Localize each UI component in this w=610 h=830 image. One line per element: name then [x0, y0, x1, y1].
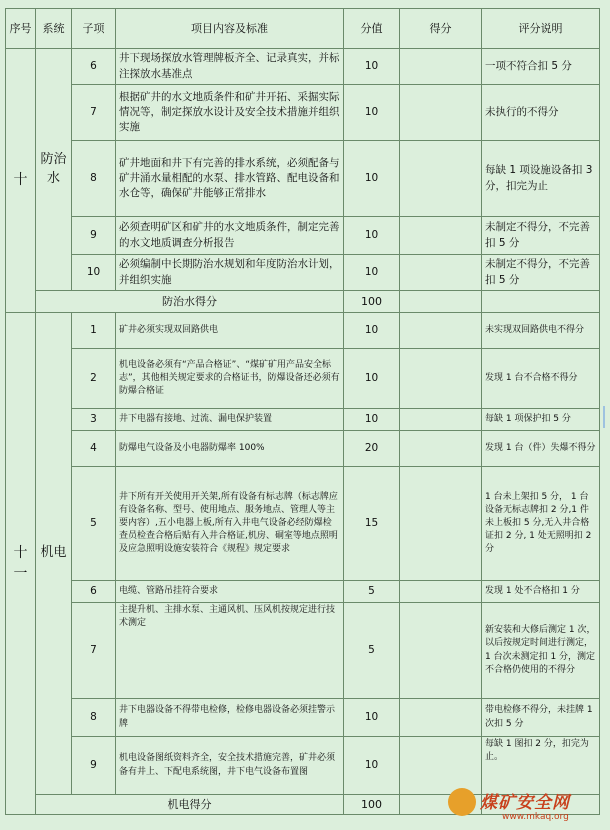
header-score: 分值 [344, 9, 400, 49]
header-content: 项目内容及标准 [116, 9, 344, 49]
table-row [6, 49, 600, 85]
item-content: 防爆电气设备及小电器防爆率 100% [116, 431, 344, 467]
item-content: 井下现场探放水管理牌板齐全、记录真实，并标注探放水基准点 [116, 49, 344, 85]
item-score: 10 [344, 349, 400, 409]
item-score: 10 [344, 141, 400, 217]
table-row [6, 699, 600, 737]
item-number: 8 [72, 699, 116, 737]
item-content: 主提升机、主排水泵、主通风机、压风机按规定进行技术测定 [116, 603, 344, 699]
item-note: 一项不符合扣 5 分 [482, 49, 600, 85]
page-edge-marker [603, 406, 609, 428]
item-got[interactable] [400, 49, 482, 85]
item-note: 每缺 1 项保护扣 5 分 [482, 409, 600, 431]
item-note: 未制定不得分，不完善扣 5 分 [482, 217, 600, 255]
item-content: 矿井必须实现双回路供电 [116, 313, 344, 349]
table-row [6, 409, 600, 431]
item-score: 5 [344, 603, 400, 699]
item-note: 发现 1 台（件）失爆不得分 [482, 431, 600, 467]
header-system: 系统 [36, 9, 72, 49]
table-row [6, 255, 600, 291]
item-score: 5 [344, 581, 400, 603]
item-score: 10 [344, 737, 400, 795]
subtotal-score: 100 [344, 291, 400, 313]
item-note: 发现 1 处不合格扣 1 分 [482, 581, 600, 603]
system-name: 防治水 [36, 49, 72, 291]
item-content: 必须编制中长期防治水规划和年度防治水计划，并组织实施 [116, 255, 344, 291]
item-content: 井下电器设备不得带电检修，检修电器设备必须挂警示牌 [116, 699, 344, 737]
item-got[interactable] [400, 255, 482, 291]
item-number: 7 [72, 603, 116, 699]
item-score: 10 [344, 255, 400, 291]
item-number: 10 [72, 255, 116, 291]
item-note: 未实现双回路供电不得分 [482, 313, 600, 349]
scoring-table [5, 8, 600, 815]
item-note: 新安装和大修后测定 1 次，以后按规定时间进行测定，1 台次未测定扣 1 分，测定不合格仍使用的不得分 [482, 603, 600, 699]
table-row [6, 349, 600, 409]
item-score: 20 [344, 431, 400, 467]
subtotal-label: 机电得分 [36, 795, 344, 815]
item-score: 10 [344, 217, 400, 255]
item-got[interactable] [400, 467, 482, 581]
subtotal-got [400, 291, 482, 313]
item-score: 10 [344, 49, 400, 85]
header-row [6, 9, 600, 49]
item-note: 每缺 1 项设施设备扣 3 分，扣完为止 [482, 141, 600, 217]
item-number: 2 [72, 349, 116, 409]
item-number: 9 [72, 217, 116, 255]
header-note: 评分说明 [482, 9, 600, 49]
item-note: 未制定不得分，不完善扣 5 分 [482, 255, 600, 291]
item-got[interactable] [400, 581, 482, 603]
table-row [6, 603, 600, 699]
item-got[interactable] [400, 313, 482, 349]
system-name: 机电 [36, 313, 72, 795]
table-row [6, 85, 600, 141]
item-got[interactable] [400, 85, 482, 141]
item-note: 发现 1 台不合格不得分 [482, 349, 600, 409]
item-note: 1 台未上架扣 5 分， 1 台设备无标志牌扣 2 分,1 件未上板扣 5 分,无入井合格证扣 2 分, 1 处无照明扣 2 分 [482, 467, 600, 581]
table-row [6, 141, 600, 217]
item-content: 机电设备必须有“产品合格证”、“煤矿矿用产品安全标志”，其他相关规定要求的合格证书，防爆设备还必须有防爆合格证 [116, 349, 344, 409]
item-got[interactable] [400, 699, 482, 737]
watermark-url: www.mkaq.org [502, 812, 569, 822]
item-score: 10 [344, 409, 400, 431]
item-number: 6 [72, 581, 116, 603]
logo-badge-icon [448, 788, 476, 816]
table-row [6, 217, 600, 255]
item-content: 井下电器有接地、过流、漏电保护装置 [116, 409, 344, 431]
table-row [6, 467, 600, 581]
item-got[interactable] [400, 603, 482, 699]
item-content: 必须查明矿区和矿井的水文地质条件，制定完善的水文地质调查分析报告 [116, 217, 344, 255]
header-seq: 序号 [6, 9, 36, 49]
header-item: 子项 [72, 9, 116, 49]
item-content: 矿井地面和井下有完善的排水系统，必须配备与矿井涌水量相配的水泵、排水管路、配电设备和水仓等，确保矿井能够正常排水 [116, 141, 344, 217]
table-row [6, 581, 600, 603]
item-content: 机电设备图纸资料齐全，安全技术措施完善，矿井必须备有井上、下配电系统图，井下电气设备布置图 [116, 737, 344, 795]
table-row [6, 431, 600, 467]
item-score: 10 [344, 699, 400, 737]
watermark-text: 煤矿安全网 [480, 793, 570, 813]
item-score: 10 [344, 85, 400, 141]
item-content: 电缆、管路吊挂符合要求 [116, 581, 344, 603]
item-note: 未执行的不得分 [482, 85, 600, 141]
subtotal-note [482, 291, 600, 313]
item-note: 带电检修不得分，未挂牌 1 次扣 5 分 [482, 699, 600, 737]
item-number: 4 [72, 431, 116, 467]
watermark-logo [448, 786, 598, 826]
section-number: 十一 [6, 313, 36, 815]
item-got[interactable] [400, 409, 482, 431]
item-number: 1 [72, 313, 116, 349]
item-number: 8 [72, 141, 116, 217]
item-number: 5 [72, 467, 116, 581]
subtotal-row [6, 291, 600, 313]
item-note: 每缺 1 图扣 2 分，扣完为止。 [482, 737, 600, 795]
item-score: 15 [344, 467, 400, 581]
header-got: 得分 [400, 9, 482, 49]
item-number: 6 [72, 49, 116, 85]
subtotal-label: 防治水得分 [36, 291, 344, 313]
item-number: 3 [72, 409, 116, 431]
item-content: 根据矿井的水文地质条件和矿井开拓、采掘实际情况等，制定探放水设计及安全技术措施并组织实施 [116, 85, 344, 141]
table-row [6, 313, 600, 349]
subtotal-score: 100 [344, 795, 400, 815]
section-number: 十 [6, 49, 36, 313]
item-content: 井下所有开关使用开关架,所有设备有标志牌（标志牌应有设备名称、型号、使用地点、服务地点、管理人等主要内容）,五小电器上板,所有入井电气设备必经防爆检查员检查合格后贴有入井合格证,机房、硐室等地点照明及应急照明设施安装符合《规程》规定要求 [116, 467, 344, 581]
item-got[interactable] [400, 141, 482, 217]
item-got[interactable] [400, 431, 482, 467]
item-got[interactable] [400, 217, 482, 255]
item-number: 7 [72, 85, 116, 141]
item-got[interactable] [400, 349, 482, 409]
item-number: 9 [72, 737, 116, 795]
item-score: 10 [344, 313, 400, 349]
